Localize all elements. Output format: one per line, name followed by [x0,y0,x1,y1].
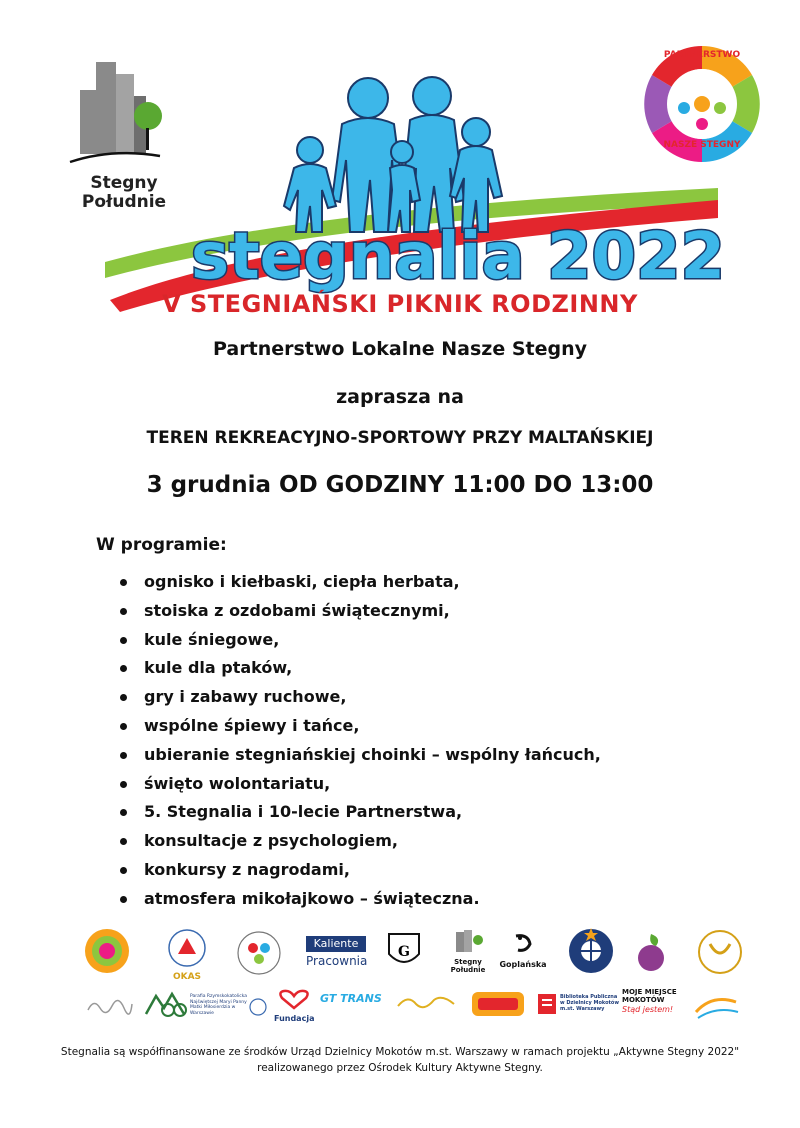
parafia-label: Parafia Rzymskokatolicka Najświętszej Maryi Panny Matki Miłosierdzia w Warszawie [190,994,248,1016]
moje-miejsce-label1: MOJE MIEJSCE [622,988,677,996]
leaf-acorn-logo-icon [634,928,668,974]
colorful-badge-logo-icon [470,988,526,1020]
invitation-text: zaprasza na [336,386,464,408]
program-heading: W programie: [96,535,227,555]
stegny-logo-line1: Stegny [90,173,158,193]
svg-text:G: G [398,944,410,960]
event-logo-text: stegnalia 2022 [190,220,726,294]
stegny-small-label2: Południe [450,966,486,974]
partnerstwo-small-logo-icon [84,928,130,974]
partner-logo-bottom-text: NASZE STEGNY [663,140,741,150]
kaliente-logo [306,936,366,974]
stad-jestem-label: Stąd jestem! [622,1005,674,1014]
kaliente-label: Kaliente [306,936,366,952]
goplanska-logo-icon [496,930,550,956]
yellow-script-logo-icon [394,990,458,1016]
fundacja-logo [274,988,314,1023]
program-item: stoiska z ozdobami świątecznymi, [106,597,601,626]
funding-line1: Stegnalia są współfinansowane ze środków Urząd Dzielnicy Mokotów m.st. Warszawy w ramach projektu „Aktywne Stegny 2022" [60,1046,740,1058]
mountains-100-logo-icon [144,988,188,1020]
moje-miejsce-logo [622,988,678,1016]
funding-line2: realizowanego przez Ośrodek Kultury Aktywne Stegny. [257,1062,543,1074]
okas-label: OKAS [172,972,202,982]
yellow-circle-logo-icon [696,928,744,976]
hands-circle-logo-icon [236,930,282,976]
funding-footer [0,1044,800,1076]
okas-logo-icon [160,928,214,968]
biblioteka-label: Biblioteka Publiczna w Dzielnicy Mokotów m.st. Warszawy [560,994,619,1012]
small-seal-icon [248,996,268,1018]
program-item: kule śniegowe, [106,626,601,655]
program-item: kule dla ptaków, [106,654,601,683]
goplanska-logo [496,930,550,976]
event-date: 3 grudnia OD GODZINY 11:00 DO 13:00 [146,472,654,498]
program-item: atmosfera mikołajkowo – świąteczna. [106,885,601,914]
program-item: ubieranie stegniańskiej choinki – wspólny łańcuch, [106,741,601,770]
organizer-name: Partnerstwo Lokalne Nasze Stegny [213,338,587,360]
stegny-small-label1: Stegny [454,958,482,966]
moje-miejsce-label2: MOKOTÓW [622,996,665,1004]
event-subtitle: V STEGNIAŃSKI PIKNIK RODZINNY [162,290,638,318]
stegny-small-logo [448,928,488,974]
program-item: wspólne śpiewy i tańce, [106,712,601,741]
stegny-poludnie-logo [62,55,172,215]
library-book-icon [536,992,558,1016]
family-silhouette-icon [284,77,502,232]
program-item: konkursy z nagrodami, [106,856,601,885]
program-item: ognisko i kiełbaski, ciepła herbata, [106,568,601,597]
gt-trans-logo: GT TRANS [320,992,382,1005]
event-place: TEREN REKREACYJNO-SPORTOWY PRZY MALTAŃSKIEJ [146,428,654,448]
partner-logo-top-text: PARTNERSTWO [663,50,741,60]
program-item: gry i zabawy ruchowe, [106,683,601,712]
yellow-swoosh-logo-icon [692,990,742,1022]
signature-logo-icon [84,994,134,1018]
akademia-mlodego-sportowca-logo-icon [566,926,616,976]
program-list [106,568,601,914]
program-item: konsultacje z psychologiem, [106,827,601,856]
shield-crest-logo-icon [386,930,422,972]
stegny-small-buildings-icon [448,928,488,954]
program-item: święto wolontariatu, [106,770,601,799]
program-item: 5. Stegnalia i 10-lecie Partnerstwa, [106,798,601,827]
okas-logo [160,928,214,982]
stegny-logo-line2: Południe [81,192,167,212]
fundacja-label: Fundacja [274,1014,315,1023]
pracownia-label: Pracownia [306,954,368,968]
heart-icon [274,988,314,1010]
goplanska-label: Goplańska [499,960,547,969]
